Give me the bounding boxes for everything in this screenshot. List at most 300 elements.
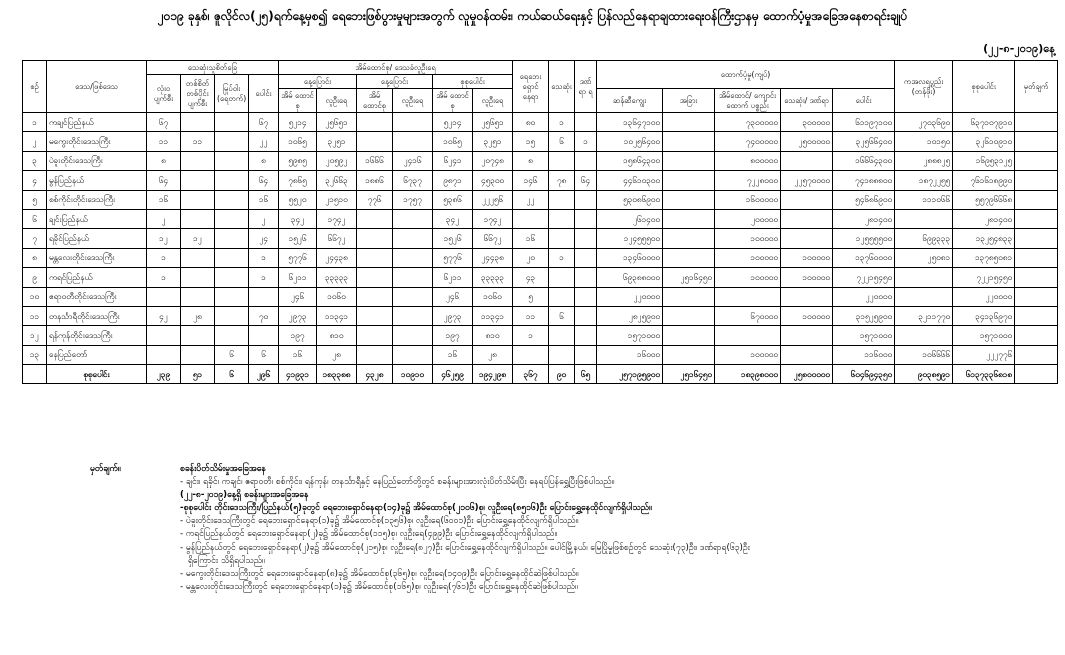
table-cell: ၁ [549,113,575,132]
table-cell: ၁၀၀၀၀၀ [715,268,781,287]
table-cell: ၂၂၀၀၀၀ [953,287,1015,306]
total-cell: ၄၃၂၈ [357,365,393,384]
table-cell: ၁၃ [23,345,47,364]
col-sub-1: နေ့ပြောင်း [357,75,433,89]
table-cell: ၁၀၆၀ [317,287,357,306]
table-cell [781,229,833,248]
table-cell [249,326,279,345]
table-cell: ၈ [249,151,279,170]
table-cell [147,326,181,345]
table-cell [393,345,433,364]
table-cell: ၃၁၅၂၅၉၀၀ [833,306,895,325]
total-cell [23,365,47,384]
table-row [23,306,1058,325]
table-cell: ၁၅၇၁၀၀၀ [597,326,663,345]
table-row [23,190,1058,209]
table-cell: ၆၇၃၇ [393,171,433,190]
table-cell: ၄၂ [147,306,181,325]
table-cell [575,190,597,209]
table-cell: ၁၃၆၄၇၁၀၀ [597,113,663,132]
table-cell: ၁၆၉၅၃၁၂၅ [953,151,1015,170]
col-group-dead: သေဆုံးသူစိတ်ခြေ [147,61,279,75]
table-cell: ၅၂၁၄ [433,113,473,132]
table-cell: ၆၄ [147,171,181,190]
table-cell: ၃၂၆၆၃ [317,171,357,190]
table-cell: ၂ [147,209,181,228]
table-cell: ၇၂၂၈၀၀၀ [715,171,781,190]
table-cell: ၉၈၇၁ [433,171,473,190]
total-cell: ၄၁၉၃၁ [279,365,317,384]
table-cell: ၁၀၆၆၆၆ [895,345,953,364]
table-cell: ၂၀၅၉၂ [317,151,357,170]
table-cell: ၉ [23,268,47,287]
note-line: - ချင်း၊ ရခိုင်၊ ကချင်၊ ဧရာဝတီ၊ စစ်ကိုင်း၊ ရန်ကုန်၊ တနင်္သာရီနှင့် နေပြည်တော်တို့တွင် စခန်းများအားလုံးပိတ်သိမ်းပြီး နေရပ်ပြန်ရွှေ့ပြီးဖြစ်ပါသည်။ [180,477,615,488]
table-cell: ၃၄၁၃၆၉၇၀ [953,306,1015,325]
table-cell: ၁၆၀၀၀၀၀ [715,190,781,209]
table-cell: ၁၉၇ [433,326,473,345]
table-cell: ၁၀၂၅၆၄၀၀ [597,132,663,151]
table-cell [575,306,597,325]
table-cell [357,113,393,132]
total-cell: ၄၆၂၅၉ [433,365,473,384]
table-cell [663,113,715,132]
table-cell [357,326,393,345]
table-cell: ကချင်ပြည်နယ် [47,113,147,132]
note-line: -စုစုပေါင်း တိုင်းဒေသကြီး/ပြည်နယ်(၅)ခုတွင် ရေဘေးရှောင်နေရာ(၁၄)ခု၌ အိမ်ထောင်စု(၂၁၀၆)စု၊ လူဦးရေ(၈၅၁၆)ဦး ပြောင်းရွှေ့နေထိုင်လျက်ရှိပါသည်။ [180,503,652,514]
table-cell [393,268,433,287]
table-cell: ၂၆၁၄၀၀ [597,209,663,228]
table-cell [663,326,715,345]
table-cell: ၂ [23,132,47,151]
table-cell: ၇၄၁၈၈၈၀၀ [833,171,895,190]
table-cell [663,132,715,151]
table-cell: ၁၂၄၅၅၅၀၀ [597,229,663,248]
table-cell: ၁၃၇၆၀၀၀၀ [833,248,895,267]
table-cell: ၁၅၇၁၀၀၀ [953,326,1015,345]
col-no: စဉ် [23,61,47,113]
table-cell [1015,113,1058,132]
table-cell [663,229,715,248]
table-cell: ၂၄၁၆ [393,151,433,170]
table-cell: ၁၂ [23,326,47,345]
table-cell [215,132,249,151]
table-cell [357,345,393,364]
table-cell [1015,306,1058,325]
table-cell: ၆၇၀၀၀၀ [715,306,781,325]
table-cell: ၁၅၂၆ [433,229,473,248]
table-cell: ၆၄ [249,171,279,190]
total-cell: စုစုပေါင်း [47,365,147,384]
table-cell: ၁၂ [181,229,215,248]
table-cell [549,345,575,364]
table-cell [663,190,715,209]
total-cell: ၂၉၆ [249,365,279,384]
table-cell: ၅၇၇၆ [433,248,473,267]
total-cell: ၂၅၁၆၄၅၀ [663,365,715,384]
col-dead-1: တစ်စိတ် တစ်ပိုင်း ပျက်စီး [181,75,215,113]
table-cell: ၆၆၇၂ [473,229,513,248]
total-cell: ၁၀၉၁၀ [393,365,433,384]
col-house-3: လူဦးရေ [393,89,433,113]
note-line: စခန်းပိတ်သိမ်းမှုအခြေအနေ [180,464,266,474]
table-cell: ၇၄၀၀၀၀၀ [715,132,781,151]
table-cell: ၆၂၁၁ [433,268,473,287]
table-cell: ၃၂၁၁၇၇၀ [895,306,953,325]
table-cell: ၃၄၂ [279,209,317,228]
table-cell [1015,229,1058,248]
table-cell: ၂၈ [473,345,513,364]
table-cell: ၆၉၉၃၃၃ [895,229,953,248]
table-cell: ၇၈၆၅ [279,171,317,190]
table-cell [215,306,249,325]
table-cell [393,113,433,132]
col-group-support: ထောက်ပံ့မှု(ကျပ်) [597,61,895,89]
table-cell: ၁၀၀၀၀၀ [715,248,781,267]
total-cell: ၂၃၉ [147,365,181,384]
table-cell: ၂၂၅၇၀၀၀၀ [781,171,833,190]
table-row [23,268,1058,287]
note-line: ရှိကြောင်း သိရှိရပါသည်။ [188,555,265,566]
table-cell: ၁၆ [279,345,317,364]
table-cell: ၂၉၇၃ [279,306,317,325]
col-house-1: လူဦးရေ [317,89,357,113]
table-cell: ၁၇၄၂ [317,209,357,228]
total-cell: ၆၁၃၇၃၃၆၈၁၈ [953,365,1015,384]
table-cell [1015,151,1058,170]
table-row [23,229,1058,248]
table-cell: ၅၄၆၈၆၉၀၀ [833,190,895,209]
total-cell: ၆၅ [575,365,597,384]
table-cell: ၆ [549,306,575,325]
table-cell: ၅၅၇၉၆၆၆၈ [953,190,1015,209]
table-cell: ၁ [249,248,279,267]
table-cell: ၂၇၀၃၆၉၀ [895,113,953,132]
table-cell: ၁၄၆ [513,171,549,190]
table-cell [781,151,833,170]
table-row [23,248,1058,267]
table-cell: တနင်္သာရီတိုင်းဒေသကြီး [47,306,147,325]
table-cell: ၁၁ [513,306,549,325]
table-cell [393,248,433,267]
table-cell: ၆၂၄၁ [433,151,473,170]
table-cell: ၆၉၃၈၈၀၀၀ [597,268,663,287]
col-injured: ဒဏ် ရာ ရ [575,61,597,113]
table-cell [393,209,433,228]
table-cell: ၂၀ [513,248,549,267]
col-grand-total: စုစုပေါင်း [953,61,1015,113]
table-cell: ၂၅၆၅၁ [317,113,357,132]
col-sub-0: နေ့ပြောင်း [279,75,357,89]
table-cell: ၇၀ [249,306,279,325]
table-cell [181,268,215,287]
table-cell: ၄၃ [513,268,549,287]
table-cell [357,132,393,151]
col-support-3: သေဆုံး/ ဒဏ်ရာ [781,89,833,113]
table-cell: စစ်ကိုင်းတိုင်းဒေသကြီး [47,190,147,209]
table-cell: ၂၄၄၃၈ [317,248,357,267]
table-row [23,345,1058,364]
table-cell [575,229,597,248]
table-cell [1015,345,1058,364]
table-cell [1015,132,1058,151]
note-line: - မွန်ပြည်နယ်တွင် ရေဘေးရှောင်နေရာ(၂)ခု၌ အိမ်ထောင်စု(၂၁၅)စု၊ လူဦးရေ(၈၂၇)ဦး ပြောင်းရွှေ့နေထိုင်လျက်ရှိပါသည်။ ပေါင်မြို့နယ်၊ မြေပြိုမှုဖြစ်စဉ်တွင် သေဆုံး(၇၃)ဦး၊ ဒဏ်ရာရ(၆၃)ဦး [180,542,750,553]
table-cell: ရခိုင်ပြည်နယ် [47,229,147,248]
table-cell [357,209,393,228]
table-cell: ၁၁၁၀၆၆ [895,190,953,209]
table-cell [663,209,715,228]
table-cell [549,209,575,228]
total-cell: ၁၈၃၉၈၀၀၀ [715,365,781,384]
table-cell [575,248,597,267]
table-cell: ၁၀၀၀၀၀ [715,229,781,248]
table-cell [1015,209,1058,228]
table-cell: ၂၉၇၃ [433,306,473,325]
table-cell: ချင်းပြည်နယ် [47,209,147,228]
table-cell: ၁၁ [23,306,47,325]
table-cell: ၈၁၀ [317,326,357,345]
table-cell: ၁၆ [433,345,473,364]
table-cell: ၆ [215,345,249,364]
table-cell [715,326,781,345]
table-cell: ၂၅၀၈၁ [895,248,953,267]
table-cell [215,229,249,248]
table-cell: ၇၇၆ [357,190,393,209]
table-cell [895,209,953,228]
table-cell: ၆ [249,345,279,364]
total-cell: ၉၀ [549,365,575,384]
table-cell: ၂၄၄၃၈ [473,248,513,267]
col-support-0: ဆန်ဆီကျွေး [597,89,663,113]
table-cell: ၁၁၆၀၀၀ [833,345,895,364]
table-cell [357,306,393,325]
table-cell: ၁ [147,248,181,267]
table-cell: ၁၀၆၅ [279,132,317,151]
total-cell: ၉၀၃၈၅၉၁ [895,365,953,384]
table-cell [575,209,597,228]
table-cell: ၁၀၀၀၀၀ [781,306,833,325]
table-cell [215,287,249,306]
table-cell: ဧရာဝတီတိုင်းဒေသကြီး [47,287,147,306]
table-cell [549,151,575,170]
table-row [23,209,1058,228]
table-cell: ၂၂၂၅၆ [473,190,513,209]
table-cell [663,345,715,364]
note-line: - ကရင်ပြည်နယ်တွင် ရေဘေးရှောင်နေရာ(၂)ခု၌ အိမ်ထောင်စု(၁၁၅)စု၊ လူဦးရေ(၄၉၉)ဦး ပြောင်းရွှေ့နေထိုင်လျက်ရှိပါသည်။ [180,529,558,540]
table-cell: ၁ [549,248,575,267]
table-cell: ၂၈၈၈၂၅ [895,151,953,170]
table-cell: ၁၁၃၄၁ [473,306,513,325]
table-cell [895,287,953,306]
table-cell: ၁၅၇၁၀၀၀ [833,326,895,345]
col-support-2: အိမ်ထောင်/ ကျောင်းထောက် ပစ္စည်း [715,89,781,113]
table-cell: ၄ [23,171,47,190]
table-cell: ၁၁၃၄၁ [317,306,357,325]
table-cell: ၁၀၀၀၀၀ [781,248,833,267]
col-dead-0: လုံးဝ ပျက်စီး [147,75,181,113]
note-line: - မကွေးတိုင်းဒေသကြီးတွင် ရေဘေးရှောင်နေရာ(၈)ခု၌ အိမ်ထောင်စု(၃၆၅)စု၊ လူဦးရေ(၁၄၀၉)ဦး ပြောင်းရွှေ့နေထိုင်ဆဲဖြစ်ပါသည်။ [180,568,579,579]
table-cell [249,287,279,306]
table-row [23,171,1058,190]
table-cell: ၂၀၀၀၀၀ [715,209,781,228]
table-cell: ၁၀၆၀ [473,287,513,306]
table-cell: ၂၀၇၄၈ [473,151,513,170]
table-cell [1015,171,1058,190]
notes-body [180,463,1050,594]
table-cell: ၁၆ [249,190,279,209]
table-cell [215,151,249,170]
table-cell [549,268,575,287]
table-cell [147,287,181,306]
table-cell: ၅ [513,287,549,306]
table-cell [895,326,953,345]
table-cell: ၁၀၁၅၀ [895,132,953,151]
table-cell [393,287,433,306]
total-cell: ၃၆၇ [513,365,549,384]
table-cell [357,268,393,287]
total-cell [1015,365,1058,384]
note-line: - မန္တလေးတိုင်းဒေသကြီးတွင် ရေဘေးရှောင်နေရာ(၁)ခု၌ အိမ်ထောင်စု(၁၆၅)စု၊ လူဦးရေ(၇၆၁)ဦး ပြောင်းရွှေ့နေထိုင်ဆဲဖြစ်ပါသည်။ [180,581,578,592]
table-cell: ၂၈၂၅၉၀၀ [597,306,663,325]
table-cell: ၁၇၄၂ [473,209,513,228]
table-cell: မွန်ပြည်နယ် [47,171,147,190]
table-cell: ၃၂၆၁၀၉၁၀ [953,132,1015,151]
table-cell: ၁၅၂၆ [279,229,317,248]
table-cell [781,287,833,306]
table-cell: ၆၇ [249,113,279,132]
col-support-1: အခြား [663,89,715,113]
table-cell: ၇၃၀၀၀၀၀ [715,113,781,132]
table-cell [393,229,433,248]
table-cell [1015,268,1058,287]
table-cell: ၄၅၃၀၀ [473,171,513,190]
table-cell [781,209,833,228]
table-cell: ၇ [23,229,47,248]
table-cell: ၆၂၁၁ [279,268,317,287]
table-cell [147,345,181,364]
table-cell [357,287,393,306]
col-deaths: သေဆုံး [549,61,575,113]
table-cell: ၈ [147,151,181,170]
notes-label: မှတ်ချက်။ [90,464,121,474]
table-cell: ၆၆၇၂ [317,229,357,248]
table-cell: ၃၄၂ [433,209,473,228]
table-cell: ၃ [23,151,47,170]
table-cell: ၁ [513,326,549,345]
table-cell: ၂၂ [249,132,279,151]
table-cell: ၅၇၇၆ [279,248,317,267]
total-cell: ၂၅၈၀၀၀၀၀ [781,365,833,384]
table-cell: ၅၅၂၀ [279,190,317,209]
table-cell [215,171,249,190]
table-cell: ၁ [147,268,181,287]
table-cell [181,113,215,132]
table-cell [181,171,215,190]
table-cell: ၁၁ [181,132,215,151]
table-cell: ၃၃၃၃၃ [317,268,357,287]
table-cell: ၃၂၅၆၆၄၀၀ [833,132,895,151]
table-cell: ၂၈ [181,306,215,325]
table-cell: ၅၉၈၅ [279,151,317,170]
page-title: ၂၀၁၉ ခုနှစ်၊ ဇူလိုင်လ(၂၅)ရက်နေ့မှစ၍ ရေဘေးဖြစ်ပွားမှုများအတွက် လူမှုဝန်ထမ်း၊ ကယ်ဆယ်ရေးနှင့် ပြန်လည်နေရာချထားရေးဝန်ကြီးဌာနမှ ထောက်ပံ့မှုအခြေအနေစာရင်းချုပ် [157,9,908,23]
table-cell: ၂၅၁၆၄၅၀ [663,268,715,287]
table-cell [393,306,433,325]
table-cell: ၇၂၂၁၅၄၅၀ [953,268,1015,287]
table-cell: ၈ [513,151,549,170]
table-cell: ၂၄ [249,229,279,248]
table-cell: ၈၁၀ [473,326,513,345]
table-cell: ၁၃၄၆၀၀၀၀ [597,248,663,267]
table-cell [1015,287,1058,306]
table-cell: ၁၂ [147,229,181,248]
table-cell [663,248,715,267]
table-cell: ၁၂၅၅၅၅၀၀ [833,229,895,248]
table-cell [781,345,833,364]
table-cell [513,209,549,228]
col-group-house: အိမ်ထောင်စု/ ဒေသခံလူဦးရေ [279,61,513,75]
table-cell: ၆ [23,209,47,228]
table-cell [215,248,249,267]
table-cell [549,229,575,248]
table-cell [549,287,575,306]
table-cell [549,190,575,209]
total-cell: ၆ [215,365,249,384]
table-cell: ၁၀၆၅ [433,132,473,151]
col-house-2: အိမ် ထောင်စု [357,89,393,113]
table-cell [181,190,215,209]
table-cell [781,326,833,345]
col-region: ဒေသ/ဖြစ်ဒေသ [47,61,147,113]
table-cell [715,287,781,306]
table-cell: ၂၁၅၁၀ [317,190,357,209]
table-cell: ၁၆၆၆ [357,151,393,170]
col-house-0: အိမ် ထောင်စု [279,89,317,113]
table-cell: ကရင်ပြည်နယ် [47,268,147,287]
table-cell [663,287,715,306]
table-cell [215,268,249,287]
table-cell [575,113,597,132]
table-cell: ၆ [549,132,575,151]
table-cell: ရန်ကုန်တိုင်းဒေသကြီး [47,326,147,345]
table-cell [575,345,597,364]
table-cell: ၇၂၂၁၅၄၅၀ [833,268,895,287]
table-cell: ၇၆၁၆၁၈၉၉၀ [953,171,1015,190]
table-cell: ၂၂ [513,190,549,209]
table-cell: ၂ [249,209,279,228]
table-cell: ၁၉၇ [279,326,317,345]
table-cell: ၁၈၈၆ [357,171,393,190]
total-row [23,365,1058,384]
table-row [23,287,1058,306]
table-cell: ၁၇၅၇ [393,190,433,209]
table-cell [549,326,575,345]
table-cell [781,190,833,209]
table-cell: ၂၈၁၄၀၀ [833,209,895,228]
col-house-4: အိမ် ထောင်စု [433,89,473,113]
table-cell: ၂၅၀၀၀၀၀ [781,132,833,151]
table-cell: ၂၂၀၀၀၀ [833,287,895,306]
table-cell: ၅ [23,190,47,209]
table-cell [663,151,715,170]
table-cell: ၃၀၀၀၀၀ [781,113,833,132]
table-cell: နေပြည်တော် [47,345,147,364]
table-cell: ၁၅၈၆၄၃၀၀ [597,151,663,170]
table-cell: မကွေးတိုင်းဒေသကြီး [47,132,147,151]
table-cell: ၂၈ [317,345,357,364]
table-cell [181,248,215,267]
table-cell [575,151,597,170]
table-cell [181,151,215,170]
total-cell: ၆၀၄၆၉၄၃၅၀ [833,365,895,384]
